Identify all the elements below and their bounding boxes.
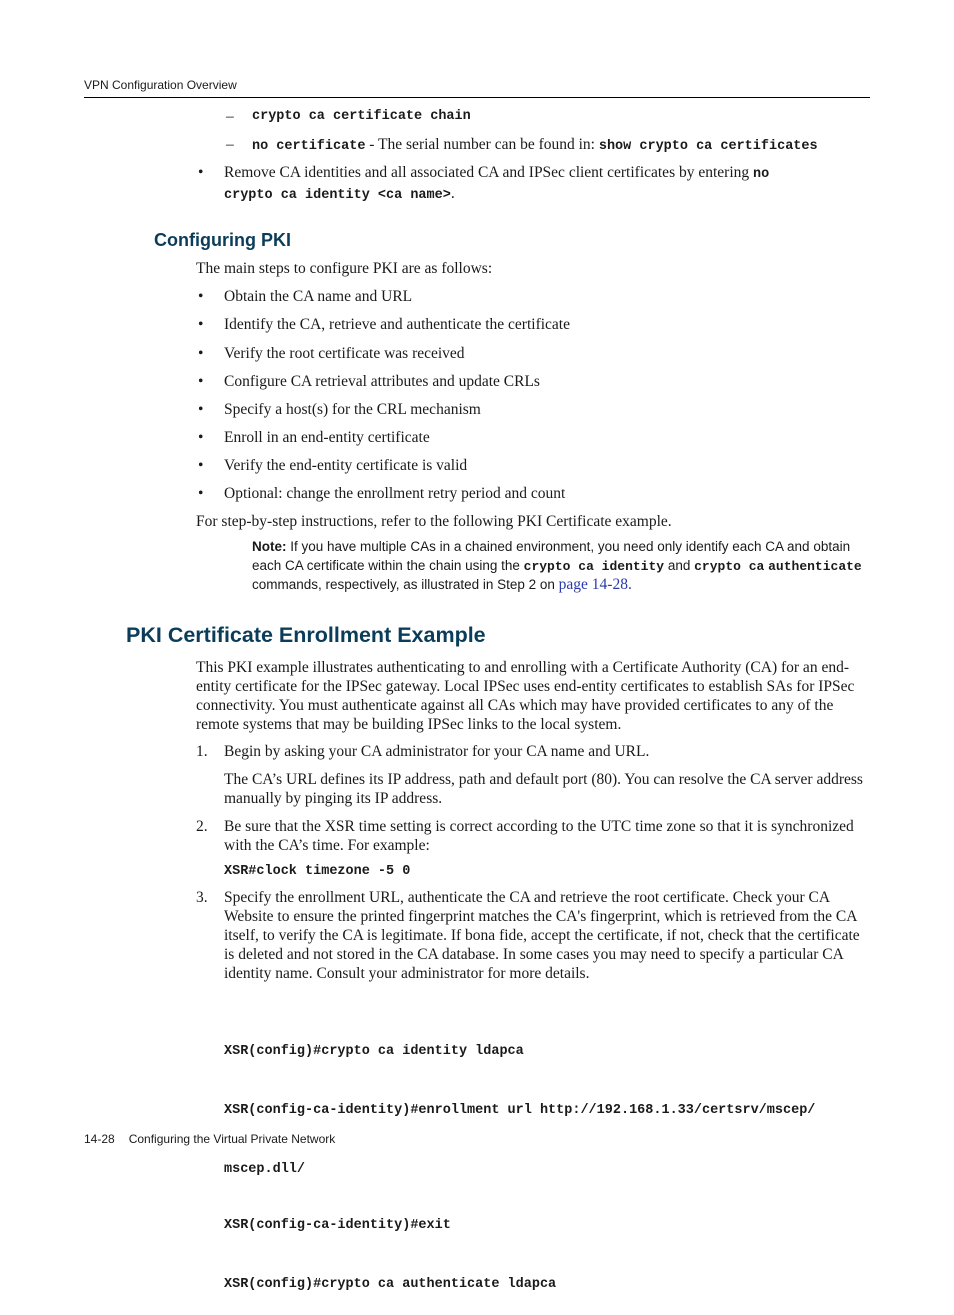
note-text: commands, respectively, as illustrated in Step 2 on [252, 577, 559, 592]
step-number: 1. [196, 743, 208, 760]
bullet-marker: • [198, 373, 204, 390]
bullet-marker: • [198, 401, 204, 418]
example-intro: This PKI example illustrates authenticating to and enrolling with a Certificate Authority (CA) for an end-entity certificate for the IPSec gateway. Local IPSec uses end-entity certificates to establish SAs for IPSec connectivity. You must authenticate against all CAs which may have provided certificates to any of the remote systems that may be building IPSec links to the local system. [196, 659, 855, 733]
note-label: Note: [252, 539, 287, 554]
period: . [627, 576, 632, 593]
bullet-marker: • [198, 164, 204, 181]
bullet-marker: • [198, 485, 204, 502]
no-certificate-item [252, 135, 818, 156]
code-crypto-ca-identity: crypto ca identity <ca name> [224, 188, 451, 203]
header-rule [84, 97, 870, 98]
list-item: Verify the end-entity certificate is valid [224, 457, 468, 474]
code-crypto-ca: crypto ca [694, 558, 765, 574]
list-item: Optional: change the enrollment retry period and count [224, 485, 566, 502]
step-3-text: Specify the enrollment URL, authenticate the CA and retrieve the root certificate. Check your CA Website to ensure the printed fingerprint matches the CA's fingerprint, which is retrieved from the CA itself, to verify the CA is legitimate. If bona fide, accept the certificate, if not, check that the certificate is deleted and not stored in the CA database. In some cases you may need to specify a particular CA identity name. Consult your administrator for more details. [224, 889, 860, 982]
page-number: 14-28 [84, 1132, 115, 1146]
step-number: 2. [196, 818, 208, 835]
code-line: XSR(config)#crypto ca identity ldapca [224, 1044, 524, 1059]
bullet-marker: • [198, 288, 204, 305]
no-certificate-desc: - The serial number can be found in: [365, 136, 599, 153]
note-text: If you have multiple CAs in a chained environment, you need only identify each CA and obtain each CA certificate within the chain using the [252, 539, 851, 573]
list-item: Configure CA retrieval attributes and update CRLs [224, 373, 540, 390]
code-no-certificate: no certificate [252, 139, 366, 154]
pki-intro: The main steps to configure PKI are as follows: [196, 260, 493, 277]
code-line: XSR(config-ca-identity)#exit [224, 1218, 451, 1233]
period: . [450, 185, 455, 202]
remove-ca-item [224, 163, 870, 205]
list-item: Verify the root certificate was received [224, 345, 465, 362]
section-heading-configuring-pki: Configuring PKI [154, 230, 291, 250]
bullet-marker: • [198, 316, 204, 333]
footer-title: Configuring the Virtual Private Network [128, 1132, 336, 1146]
code-line: XSR(config)#crypto ca authenticate ldapca [224, 1277, 557, 1292]
step-1-text: Begin by asking your CA administrator for your CA name and URL. [224, 743, 650, 760]
code-crypto-ca-identity: crypto ca identity [523, 558, 665, 574]
step-2-text: Be sure that the XSR time setting is correct according to the UTC time zone so that it is synchronized with the CA’s time. For example: [224, 818, 854, 854]
note-text: and [664, 557, 695, 573]
code-clock-timezone: XSR#clock timezone -5 0 [224, 864, 411, 879]
code-line: mscep.dll/ [224, 1162, 306, 1177]
bullet-marker: • [198, 457, 204, 474]
page-link[interactable]: page 14-28 [558, 576, 628, 593]
list-item: Identify the CA, retrieve and authenticate the certificate [224, 316, 570, 333]
list-item: Specify a host(s) for the CRL mechanism [224, 401, 481, 418]
code-no: no [753, 167, 770, 182]
list-item: Enroll in an end-entity certificate [224, 429, 430, 446]
step-number: 3. [196, 889, 208, 906]
list-item: Obtain the CA name and URL [224, 288, 413, 305]
running-header: VPN Configuration Overview [84, 78, 237, 92]
page-footer [84, 1132, 335, 1146]
note-block [252, 538, 870, 595]
code-crypto-ca-certificate-chain: crypto ca certificate chain [252, 109, 471, 124]
code-authenticate: authenticate [768, 558, 862, 574]
pki-outro: For step-by-step instructions, refer to the following PKI Certificate example. [196, 513, 672, 530]
section-heading-enrollment-example: PKI Certificate Enrollment Example [126, 623, 486, 647]
step-1-detail: The CA’s URL defines its IP address, path and default port (80). You can resolve the CA server address manually by pinging its IP address. [224, 771, 863, 807]
dash-marker: – [226, 108, 234, 125]
code-line: XSR(config-ca-identity)#enrollment url http://192.168.1.33/certsrv/mscep/ [224, 1103, 816, 1118]
code-show-crypto: show crypto ca certificates [598, 139, 818, 154]
remove-ca-text: Remove CA identities and all associated CA and IPSec client certificates by entering [224, 164, 754, 181]
code-block [224, 1003, 815, 1315]
bullet-marker: • [198, 429, 204, 446]
dash-marker: – [226, 136, 234, 153]
bullet-marker: • [198, 345, 204, 362]
